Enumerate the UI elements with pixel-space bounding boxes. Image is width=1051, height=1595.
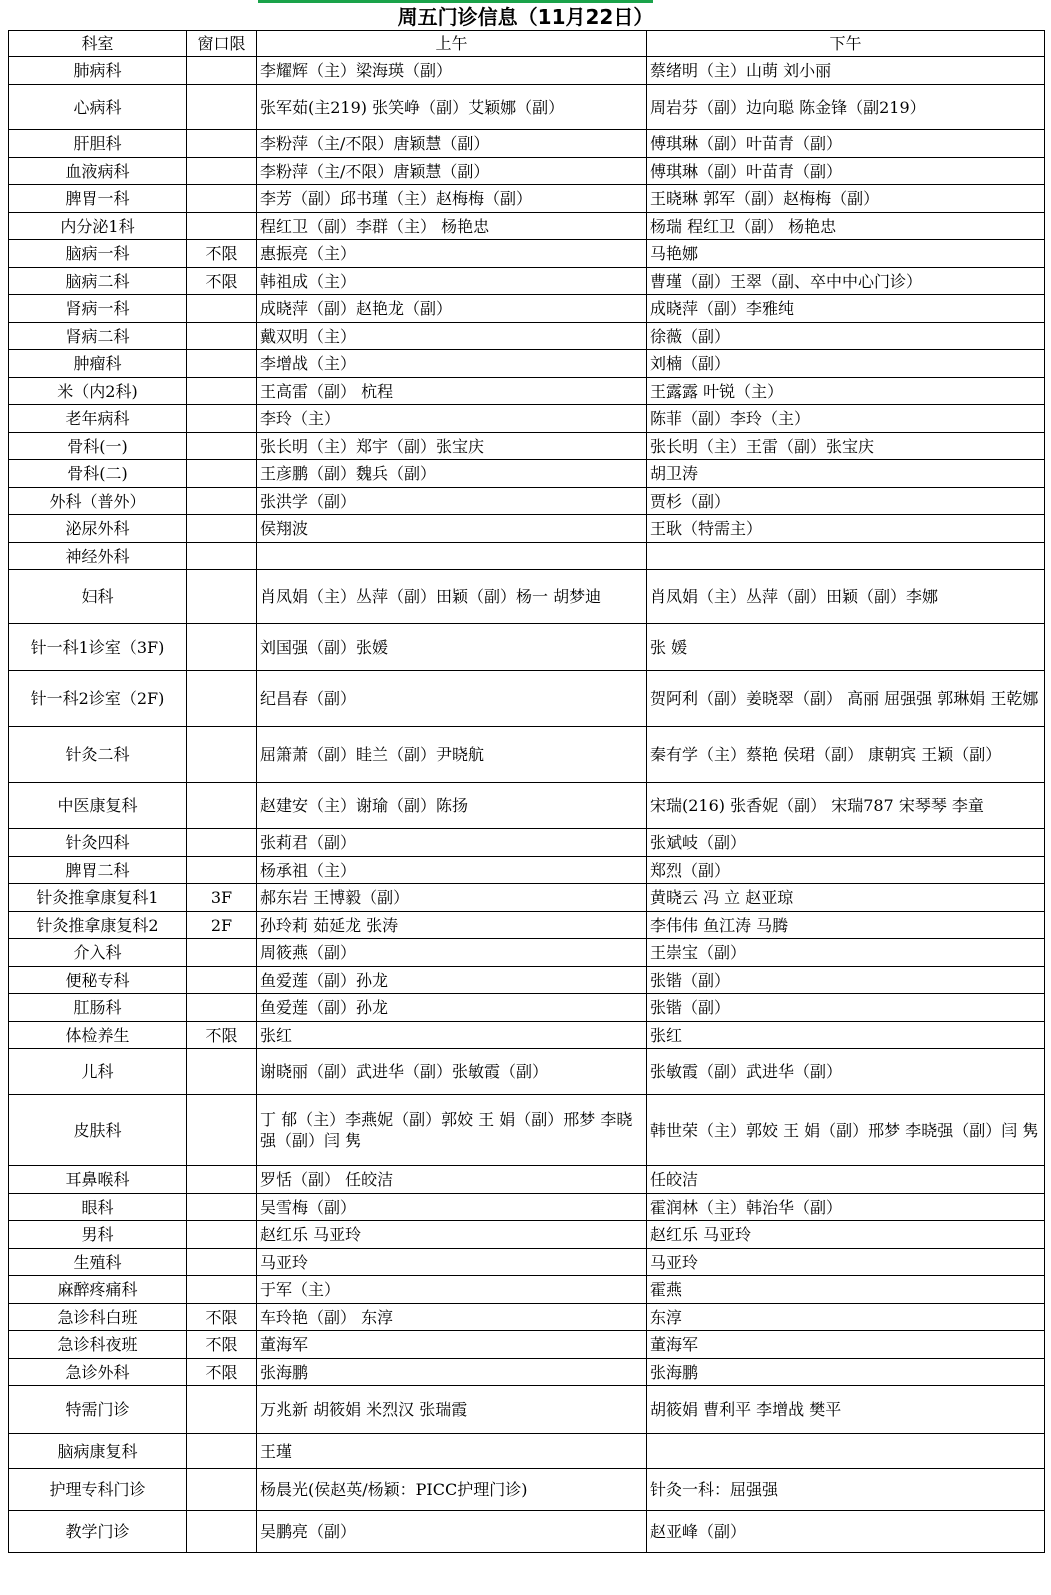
am-cell: 张长明（主）郑宇（副）张宝庆 — [257, 433, 647, 460]
am-cell — [257, 543, 647, 570]
pm-cell: 张海鹏 — [647, 1359, 1045, 1386]
pm-cell — [647, 1434, 1045, 1469]
table-header-row — [9, 31, 1045, 57]
am-cell: 周筱燕（副） — [257, 939, 647, 967]
pm-cell: 张长明（主）王雷（副）张宝庆 — [647, 433, 1045, 460]
pm-cell: 秦有学（主）蔡艳 侯珺（副） 康朝宾 王颖（副） — [647, 727, 1045, 783]
table-row — [9, 1331, 1045, 1359]
am-cell: 程红卫（副）李群（主） 杨艳忠 — [257, 213, 647, 240]
am-cell: 张洪学（副） — [257, 488, 647, 515]
dept-cell: 泌尿外科 — [9, 515, 187, 543]
window-cell — [187, 994, 257, 1022]
am-cell: 刘国强（副）张媛 — [257, 624, 647, 671]
window-cell — [187, 967, 257, 994]
am-cell: 鱼爱莲（副）孙龙 — [257, 967, 647, 994]
am-cell: 李耀辉（主）梁海瑛（副） — [257, 57, 647, 85]
window-cell — [187, 624, 257, 671]
am-cell: 谢晓丽（副）武进华（副）张敏霞（副） — [257, 1049, 647, 1095]
window-cell: 不限 — [187, 1359, 257, 1386]
dept-cell: 教学门诊 — [9, 1511, 187, 1553]
dept-cell: 针灸推拿康复科1 — [9, 884, 187, 912]
window-cell — [187, 1194, 257, 1221]
am-cell: 鱼爱莲（副）孙龙 — [257, 994, 647, 1022]
dept-cell: 骨科(二) — [9, 460, 187, 488]
dept-cell: 麻醉疼痛科 — [9, 1276, 187, 1304]
table-row — [9, 1511, 1045, 1553]
window-cell — [187, 1276, 257, 1304]
table-row — [9, 158, 1045, 185]
window-cell — [187, 378, 257, 405]
dept-cell: 针一科1诊室（3F) — [9, 624, 187, 671]
pm-cell — [647, 543, 1045, 570]
table-row — [9, 57, 1045, 85]
pm-cell: 马亚玲 — [647, 1249, 1045, 1276]
am-cell: 张海鹏 — [257, 1359, 647, 1386]
window-cell — [187, 185, 257, 213]
window-cell — [187, 1166, 257, 1194]
am-cell: 万兆新 胡筱娟 米烈汉 张瑞霞 — [257, 1386, 647, 1434]
am-cell: 张红 — [257, 1022, 647, 1049]
am-cell: 罗恬（副） 任皎洁 — [257, 1166, 647, 1194]
am-cell: 王高雷（副） 杭程 — [257, 378, 647, 405]
dept-cell: 针一科2诊室（2F) — [9, 671, 187, 727]
window-cell: 不限 — [187, 268, 257, 295]
pm-cell: 东淳 — [647, 1304, 1045, 1331]
table-row — [9, 378, 1045, 405]
table-row — [9, 1221, 1045, 1249]
dept-cell: 脑病一科 — [9, 240, 187, 268]
table-row — [9, 1049, 1045, 1095]
dept-cell: 皮肤科 — [9, 1095, 187, 1166]
window-cell — [187, 295, 257, 323]
dept-cell: 外科（普外） — [9, 488, 187, 515]
table-row — [9, 1276, 1045, 1304]
pm-cell: 李伟伟 鱼江涛 马腾 — [647, 912, 1045, 939]
table-row — [9, 912, 1045, 939]
am-cell: 李粉萍（主/不限）唐颖慧（副） — [257, 158, 647, 185]
am-cell: 戴双明（主） — [257, 323, 647, 350]
dept-cell: 肺病科 — [9, 57, 187, 85]
window-cell — [187, 323, 257, 350]
window-cell: 3F — [187, 884, 257, 912]
dept-cell: 米（内2科) — [9, 378, 187, 405]
window-cell — [187, 939, 257, 967]
am-cell: 王彦鹏（副）魏兵（副） — [257, 460, 647, 488]
pm-cell: 张锴（副） — [647, 994, 1045, 1022]
table-row — [9, 405, 1045, 433]
dept-cell: 儿科 — [9, 1049, 187, 1095]
table-row — [9, 1166, 1045, 1194]
dept-cell: 急诊科夜班 — [9, 1331, 187, 1359]
dept-cell: 内分泌1科 — [9, 213, 187, 240]
table-row — [9, 1095, 1045, 1166]
dept-cell: 针灸二科 — [9, 727, 187, 783]
pm-cell: 刘楠（副） — [647, 350, 1045, 378]
pm-cell: 赵亚峰（副） — [647, 1511, 1045, 1553]
pm-cell: 周岩芬（副）边向聪 陈金锋（副219） — [647, 85, 1045, 130]
table-row — [9, 1434, 1045, 1469]
table-row — [9, 1304, 1045, 1331]
table-row — [9, 323, 1045, 350]
pm-cell: 董海军 — [647, 1331, 1045, 1359]
window-cell — [187, 158, 257, 185]
table-row — [9, 939, 1045, 967]
page-title: 周五门诊信息（11月22日） — [397, 5, 654, 29]
window-cell — [187, 1249, 257, 1276]
window-cell — [187, 460, 257, 488]
dept-cell: 血液病科 — [9, 158, 187, 185]
table-row — [9, 185, 1045, 213]
window-cell — [187, 1434, 257, 1469]
window-cell — [187, 488, 257, 515]
table-row — [9, 570, 1045, 624]
table-row — [9, 130, 1045, 158]
am-cell: 杨晨光(侯赵英/杨颖：PICC护理门诊) — [257, 1469, 647, 1511]
table-row — [9, 1359, 1045, 1386]
dept-cell: 肝胆科 — [9, 130, 187, 158]
dept-cell: 肿瘤科 — [9, 350, 187, 378]
window-cell — [187, 515, 257, 543]
dept-cell: 体检养生 — [9, 1022, 187, 1049]
table-row — [9, 460, 1045, 488]
table-row — [9, 433, 1045, 460]
am-cell: 李增战（主） — [257, 350, 647, 378]
pm-cell: 贾杉（副） — [647, 488, 1045, 515]
dept-cell: 肾病二科 — [9, 323, 187, 350]
am-cell: 赵建安（主）谢瑜（副）陈扬 — [257, 783, 647, 829]
table-row — [9, 783, 1045, 829]
pm-cell: 贺阿利（副）姜晓翠（副） 高丽 屈强强 郭琳娟 王乾娜 — [647, 671, 1045, 727]
pm-cell: 霍润林（主）韩治华（副） — [647, 1194, 1045, 1221]
pm-cell: 曹瑾（副）王翠（副、卒中中心门诊） — [647, 268, 1045, 295]
pm-cell: 王晓琳 郭军（副）赵梅梅（副） — [647, 185, 1045, 213]
table-row — [9, 1194, 1045, 1221]
dept-cell: 护理专科门诊 — [9, 1469, 187, 1511]
am-cell: 侯翔波 — [257, 515, 647, 543]
pm-cell: 肖凤娟（主）丛萍（副）田颖（副）李娜 — [647, 570, 1045, 624]
dept-cell: 妇科 — [9, 570, 187, 624]
am-cell: 马亚玲 — [257, 1249, 647, 1276]
dept-cell: 便秘专科 — [9, 967, 187, 994]
pm-cell: 蔡绪明（主）山萌 刘小丽 — [647, 57, 1045, 85]
pm-cell: 张敏霞（副）武进华（副） — [647, 1049, 1045, 1095]
table-row — [9, 295, 1045, 323]
dept-cell: 急诊科白班 — [9, 1304, 187, 1331]
window-cell: 不限 — [187, 1331, 257, 1359]
pm-cell: 针灸一科：屈强强 — [647, 1469, 1045, 1511]
pm-cell: 陈菲（副）李玲（主） — [647, 405, 1045, 433]
dept-cell: 特需门诊 — [9, 1386, 187, 1434]
window-cell — [187, 350, 257, 378]
pm-cell: 傅琪琳（副）叶苗青（副） — [647, 158, 1045, 185]
pm-cell: 王露露 叶锐（主） — [647, 378, 1045, 405]
window-cell — [187, 85, 257, 130]
pm-cell: 韩世荣（主）郭姣 王 娟（副）邢梦 李晓强（副）闫 隽 — [647, 1095, 1045, 1166]
am-cell: 张莉君（副） — [257, 829, 647, 857]
am-cell: 屈箫萧（副）眭兰（副）尹晓航 — [257, 727, 647, 783]
am-cell: 车玲艳（副） 东淳 — [257, 1304, 647, 1331]
am-cell: 赵红乐 马亚玲 — [257, 1221, 647, 1249]
window-cell — [187, 1049, 257, 1095]
table-row — [9, 268, 1045, 295]
am-cell: 纪昌春（副） — [257, 671, 647, 727]
window-cell — [187, 130, 257, 158]
window-cell — [187, 671, 257, 727]
dept-cell: 男科 — [9, 1221, 187, 1249]
header-accent-bar — [258, 0, 653, 3]
pm-cell: 张锴（副） — [647, 967, 1045, 994]
pm-cell: 成晓萍（副）李雅纯 — [647, 295, 1045, 323]
dept-cell: 骨科(一) — [9, 433, 187, 460]
window-cell — [187, 829, 257, 857]
pm-cell: 张红 — [647, 1022, 1045, 1049]
window-cell — [187, 1386, 257, 1434]
header-dept: 科室 — [9, 31, 187, 57]
am-cell: 李粉萍（主/不限）唐颖慧（副） — [257, 130, 647, 158]
am-cell: 成晓萍（副）赵艳龙（副） — [257, 295, 647, 323]
pm-cell: 杨瑞 程红卫（副） 杨艳忠 — [647, 213, 1045, 240]
window-cell — [187, 405, 257, 433]
pm-cell: 郑烈（副） — [647, 857, 1045, 884]
table-row — [9, 967, 1045, 994]
pm-cell: 王耿（特需主） — [647, 515, 1045, 543]
window-cell — [187, 783, 257, 829]
window-cell — [187, 727, 257, 783]
dept-cell: 针灸推拿康复科2 — [9, 912, 187, 939]
window-cell — [187, 570, 257, 624]
pm-cell: 霍燕 — [647, 1276, 1045, 1304]
dept-cell: 脾胃一科 — [9, 185, 187, 213]
dept-cell: 肛肠科 — [9, 994, 187, 1022]
pm-cell: 赵红乐 马亚玲 — [647, 1221, 1045, 1249]
table-row — [9, 213, 1045, 240]
table-row — [9, 884, 1045, 912]
dept-cell: 心病科 — [9, 85, 187, 130]
table-row — [9, 1249, 1045, 1276]
table-row — [9, 857, 1045, 884]
am-cell: 于军（主） — [257, 1276, 647, 1304]
header-am: 上午 — [257, 31, 647, 57]
table-row — [9, 350, 1045, 378]
am-cell: 李芳（副）邱书瑾（主）赵梅梅（副） — [257, 185, 647, 213]
pm-cell: 王崇宝（副） — [647, 939, 1045, 967]
window-cell: 不限 — [187, 1304, 257, 1331]
dept-cell: 老年病科 — [9, 405, 187, 433]
pm-cell: 徐薇（副） — [647, 323, 1045, 350]
dept-cell: 眼科 — [9, 1194, 187, 1221]
am-cell: 吴雪梅（副） — [257, 1194, 647, 1221]
pm-cell: 张 媛 — [647, 624, 1045, 671]
window-cell — [187, 433, 257, 460]
dept-cell: 急诊外科 — [9, 1359, 187, 1386]
am-cell: 孙玲莉 茹延龙 张涛 — [257, 912, 647, 939]
am-cell: 吴鹏亮（副） — [257, 1511, 647, 1553]
table-body — [9, 57, 1045, 1553]
pm-cell: 胡卫涛 — [647, 460, 1045, 488]
pm-cell: 宋瑞(216) 张香妮（副） 宋瑞787 宋琴琴 李童 — [647, 783, 1045, 829]
table-row — [9, 488, 1045, 515]
dept-cell: 生殖科 — [9, 1249, 187, 1276]
pm-cell: 张斌岐（副） — [647, 829, 1045, 857]
dept-cell: 针灸四科 — [9, 829, 187, 857]
window-cell — [187, 543, 257, 570]
table-row — [9, 1022, 1045, 1049]
dept-cell: 脑病康复科 — [9, 1434, 187, 1469]
am-cell: 惠振亮（主） — [257, 240, 647, 268]
window-cell: 不限 — [187, 240, 257, 268]
table-row — [9, 994, 1045, 1022]
dept-cell: 耳鼻喉科 — [9, 1166, 187, 1194]
table-row — [9, 85, 1045, 130]
am-cell: 韩祖成（主） — [257, 268, 647, 295]
am-cell: 肖凤娟（主）丛萍（副）田颖（副）杨一 胡梦迪 — [257, 570, 647, 624]
header-window: 窗口限 — [187, 31, 257, 57]
pm-cell: 黄晓云 冯 立 赵亚琼 — [647, 884, 1045, 912]
pm-cell: 傅琪琳（副）叶苗青（副） — [647, 130, 1045, 158]
am-cell: 郝东岩 王博毅（副） — [257, 884, 647, 912]
am-cell: 李玲（主） — [257, 405, 647, 433]
header-pm: 下午 — [647, 31, 1045, 57]
dept-cell: 神经外科 — [9, 543, 187, 570]
pm-cell: 马艳娜 — [647, 240, 1045, 268]
dept-cell: 肾病一科 — [9, 295, 187, 323]
window-cell: 2F — [187, 912, 257, 939]
am-cell: 张军茹(主219) 张笑峥（副）艾颖娜（副） — [257, 85, 647, 130]
am-cell: 杨承祖（主） — [257, 857, 647, 884]
table-row — [9, 727, 1045, 783]
window-cell — [187, 213, 257, 240]
am-cell: 董海军 — [257, 1331, 647, 1359]
window-cell — [187, 1221, 257, 1249]
window-cell — [187, 1095, 257, 1166]
table-row — [9, 624, 1045, 671]
dept-cell: 中医康复科 — [9, 783, 187, 829]
table-row — [9, 1469, 1045, 1511]
table-row — [9, 829, 1045, 857]
window-cell: 不限 — [187, 1022, 257, 1049]
table-row — [9, 671, 1045, 727]
pm-cell: 任皎洁 — [647, 1166, 1045, 1194]
am-cell: 丁 郁（主）李燕妮（副）郭姣 王 娟（副）邢梦 李晓强（副）闫 隽 — [257, 1095, 647, 1166]
window-cell — [187, 1469, 257, 1511]
clinic-schedule-table — [8, 30, 1045, 1553]
table-row — [9, 543, 1045, 570]
pm-cell: 胡筱娟 曹利平 李增战 樊平 — [647, 1386, 1045, 1434]
am-cell: 王瑾 — [257, 1434, 647, 1469]
table-row — [9, 240, 1045, 268]
table-row — [9, 1386, 1045, 1434]
table-row — [9, 515, 1045, 543]
dept-cell: 脾胃二科 — [9, 857, 187, 884]
window-cell — [187, 1511, 257, 1553]
dept-cell: 脑病二科 — [9, 268, 187, 295]
window-cell — [187, 57, 257, 85]
dept-cell: 介入科 — [9, 939, 187, 967]
window-cell — [187, 857, 257, 884]
